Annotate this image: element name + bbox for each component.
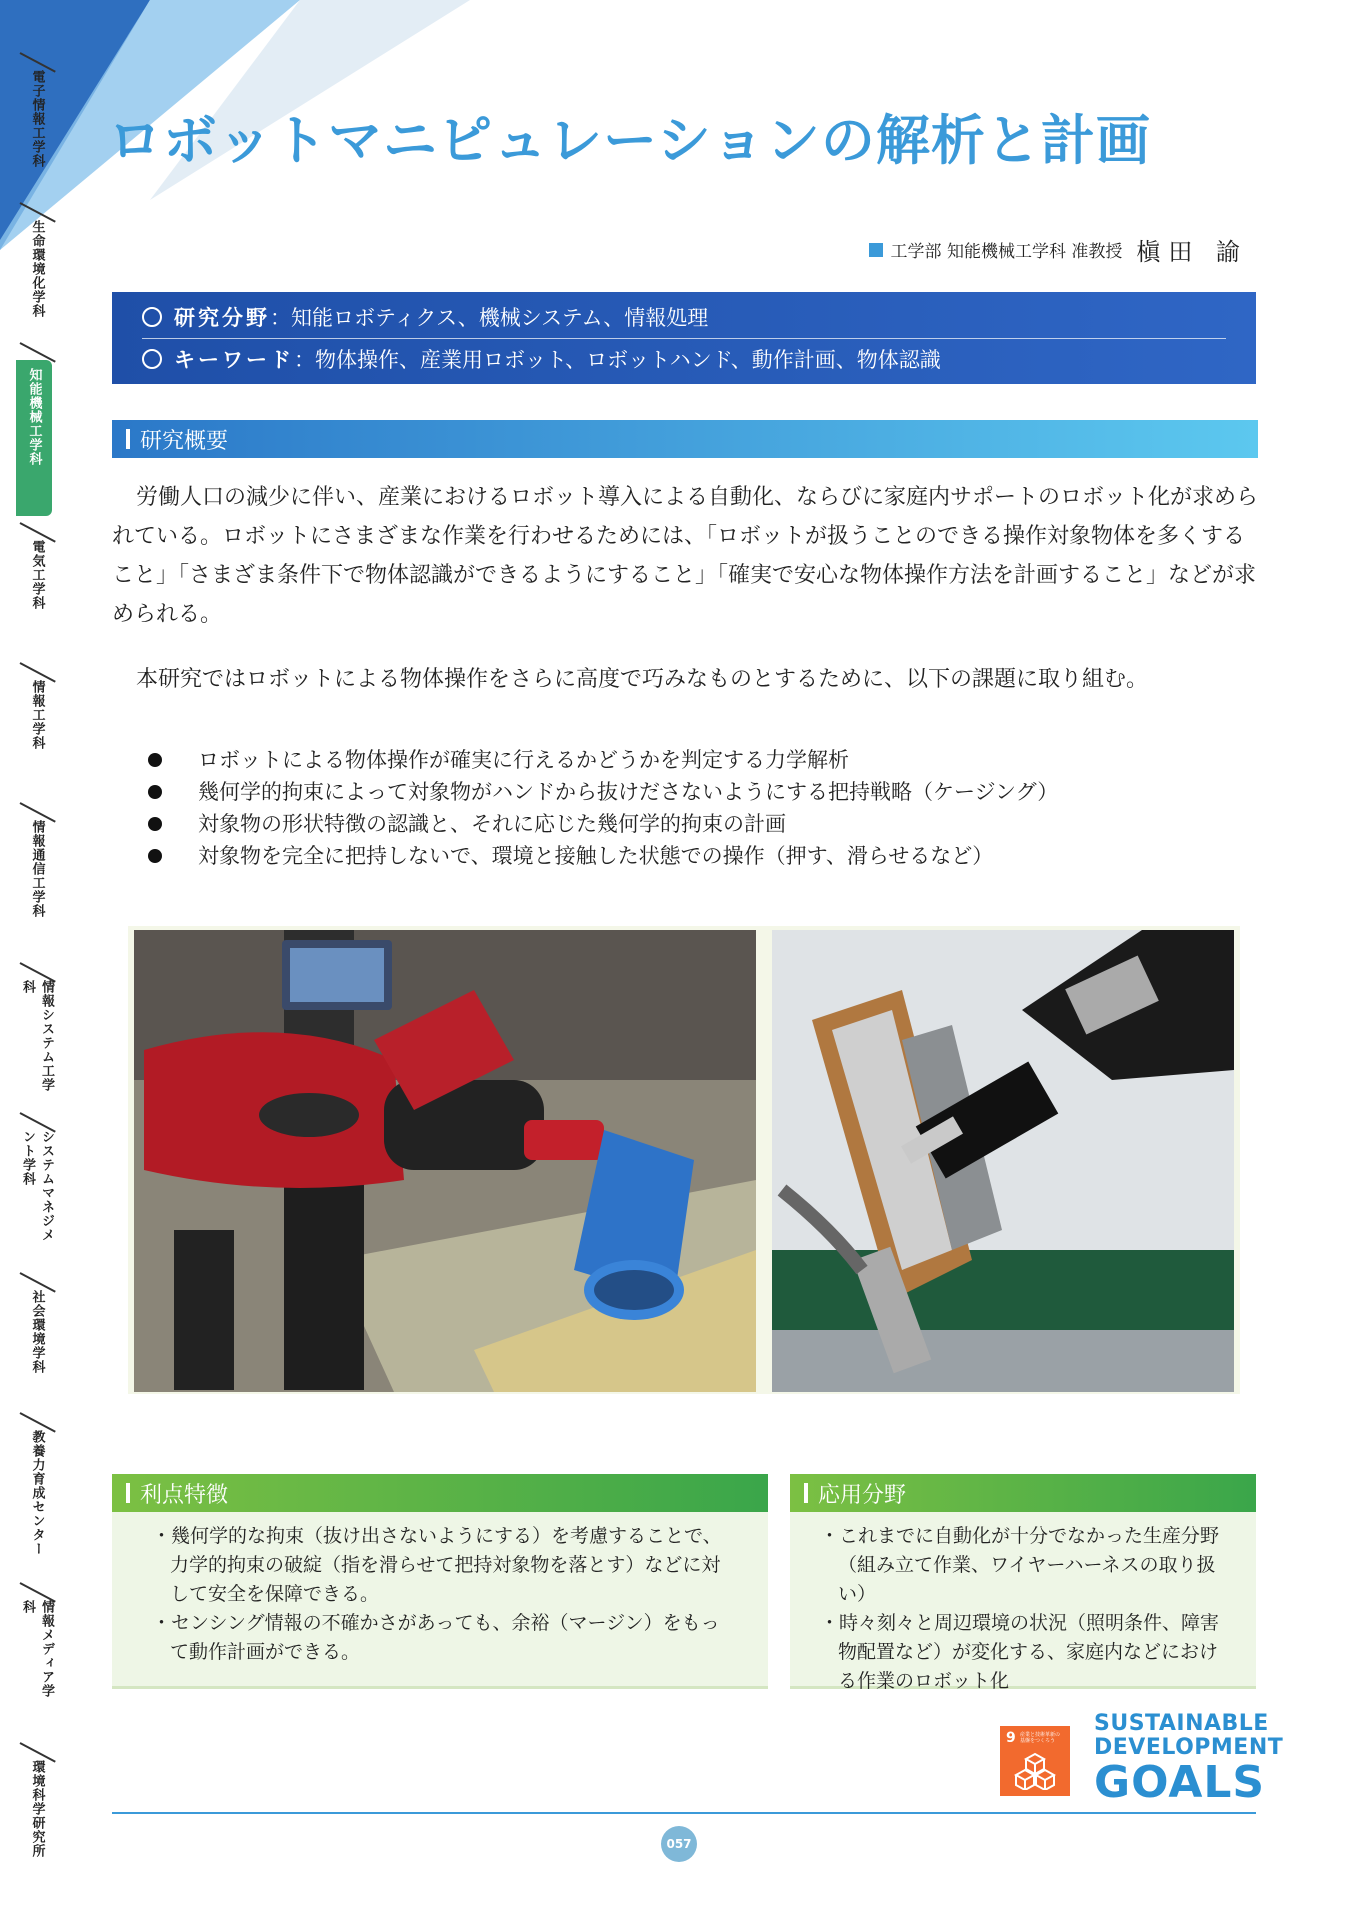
research-field-row <box>142 302 708 332</box>
keyword-label: キーワード <box>174 348 294 372</box>
footer-divider <box>112 1812 1256 1814</box>
heading-marker <box>126 1483 130 1503</box>
sdg-logo-line2: DEVELOPMENT <box>1094 1735 1284 1760</box>
bullet-icon <box>148 817 162 831</box>
side-tab-label: 環境科学研究所 <box>29 1760 45 1858</box>
task-list <box>148 744 1058 872</box>
research-field-value: ：知能ロボティクス、機械システム、情報処理 <box>270 306 709 330</box>
sdg-goal-number: 9 <box>1006 1730 1016 1746</box>
side-tab-label: 教養力育成センター <box>29 1430 45 1556</box>
page-title: ロボットマニピュレーションの解析と計画 <box>108 109 1151 172</box>
list-item <box>148 808 1058 840</box>
side-tab[interactable] <box>18 820 56 940</box>
side-tab[interactable] <box>18 1760 56 1870</box>
side-tab-label: 電気工学科 <box>29 540 45 610</box>
sdg-logo <box>1094 1711 1284 1808</box>
applications-heading-bar <box>790 1474 1256 1512</box>
side-tab-label: 情報メディア学科 <box>20 1600 54 1698</box>
robot-baxter-photo <box>134 930 756 1392</box>
bullet-icon <box>148 785 162 799</box>
overview-paragraph-1: 労働人口の減少に伴い、産業におけるロボット導入による自動化、ならびに家庭内サポートのロボット化が求められている。ロボットにさまざまな作業を行わせるためには、「ロボットが扱うことのできる操作対象物体を多くすること」「さまざま条件下で物体認識ができるようにすること」「確実で安心な物体操作方法を計画すること」などが求められる。 <box>112 485 1259 627</box>
sdg-goal-text: 産業と技術革新の基盤をつくろう <box>1020 1732 1061 1744</box>
cubes-icon <box>1014 1752 1056 1790</box>
heading-marker <box>804 1483 808 1503</box>
heading-marker <box>126 429 130 449</box>
research-info-box <box>112 292 1256 384</box>
research-field-label: 研究分野 <box>174 306 270 330</box>
overview-heading-bar <box>112 420 1258 458</box>
side-tab-label: 情報工学科 <box>29 680 45 750</box>
list-item <box>148 776 1058 808</box>
overview-heading: 研究概要 <box>140 428 229 454</box>
application-item: ・これまでに自動化が十分でなかった生産分野（組み立て作業、ワイヤーハーネスの取り扱い） <box>820 1525 1220 1605</box>
photo-strip <box>128 926 1240 1394</box>
side-tab[interactable] <box>18 220 56 330</box>
author-affiliation: 工学部 知能機械工学科 准教授 <box>890 242 1123 262</box>
advantages-panel <box>112 1474 768 1689</box>
bullet-icon <box>148 753 162 767</box>
side-tab[interactable] <box>16 360 52 516</box>
list-item <box>148 744 1058 776</box>
side-tab-label: 電子情報工学科 <box>29 70 45 168</box>
advantage-item: ・幾何学的な拘束（抜け出さないようにする）を考慮することで、力学的拘束の破綻（指を滑らせて把持対象物を落とす）などに対して安全を保障できる。 <box>152 1525 722 1605</box>
circle-icon <box>142 349 162 369</box>
advantage-item: ・センシング情報の不確かさがあっても、余裕（マージン）をもって動作計画ができる。 <box>152 1612 720 1663</box>
side-tab-label: 生命環境化学科 <box>29 220 45 318</box>
side-tab[interactable] <box>18 1290 56 1390</box>
side-tab[interactable] <box>18 540 56 630</box>
applications-text <box>820 1522 1226 1696</box>
side-tab-label: システムマネジメント学科 <box>20 1130 54 1242</box>
advantages-heading: 利点特徴 <box>140 1482 229 1508</box>
side-tab-label: 知能機械工学科 <box>26 368 42 466</box>
side-tabs <box>0 40 64 1900</box>
application-item: ・時々刻々と周辺環境の状況（照明条件、障害物配置など）が変化する、家庭内などにおける作業のロボット化 <box>820 1612 1220 1692</box>
keyword-value: ：物体操作、産業用ロボット、ロボットハンド、動作計画、物体認識 <box>294 348 941 372</box>
advantages-heading-bar <box>112 1474 768 1512</box>
keyword-row <box>142 344 941 374</box>
list-item-text: 対象物を完全に把持しないで、環境と接触した状態での操作（押す、滑らせるなど） <box>198 844 994 868</box>
side-tab[interactable] <box>18 1430 56 1560</box>
side-tab-label: 情報システム工学科 <box>20 980 54 1092</box>
side-tab-label: 情報通信工学科 <box>29 820 45 918</box>
sdg-logo-line3: GOALS <box>1094 1757 1266 1808</box>
side-tab-label: 社会環境学科 <box>29 1290 45 1374</box>
list-item <box>148 840 1058 872</box>
applications-panel <box>790 1474 1256 1692</box>
list-item-text: ロボットによる物体操作が確実に行えるかどうかを判定する力学解析 <box>198 748 849 772</box>
overview-paragraph-2: 本研究ではロボットによる物体操作をさらに高度で巧みなものとするために、以下の課題に取り組む。 <box>136 667 1149 692</box>
list-item-text: 幾何学的拘束によって対象物がハンドから抜けださないようにする把持戦略（ケージング） <box>198 780 1059 804</box>
side-tab[interactable] <box>18 70 56 180</box>
author-line <box>869 232 1248 267</box>
applications-heading: 応用分野 <box>818 1482 907 1508</box>
robot-gripper-photo <box>772 930 1234 1392</box>
list-item-text: 対象物の形状特徴の認識と、それに応じた幾何学的拘束の計画 <box>198 812 786 836</box>
circle-icon <box>142 307 162 327</box>
bullet-icon <box>148 849 162 863</box>
page-number: 057 <box>661 1826 697 1862</box>
side-tab[interactable] <box>18 680 56 770</box>
side-tab[interactable] <box>18 980 56 1100</box>
side-tab[interactable] <box>18 1130 56 1250</box>
square-icon <box>869 243 883 257</box>
author-name: 槇田 諭 <box>1136 238 1248 266</box>
sdg-goal-9-icon <box>1000 1726 1070 1796</box>
side-tab[interactable] <box>18 1600 56 1710</box>
divider <box>142 338 1226 339</box>
advantages-text <box>152 1522 738 1667</box>
sdg-logo-line1: SUSTAINABLE <box>1094 1711 1269 1736</box>
